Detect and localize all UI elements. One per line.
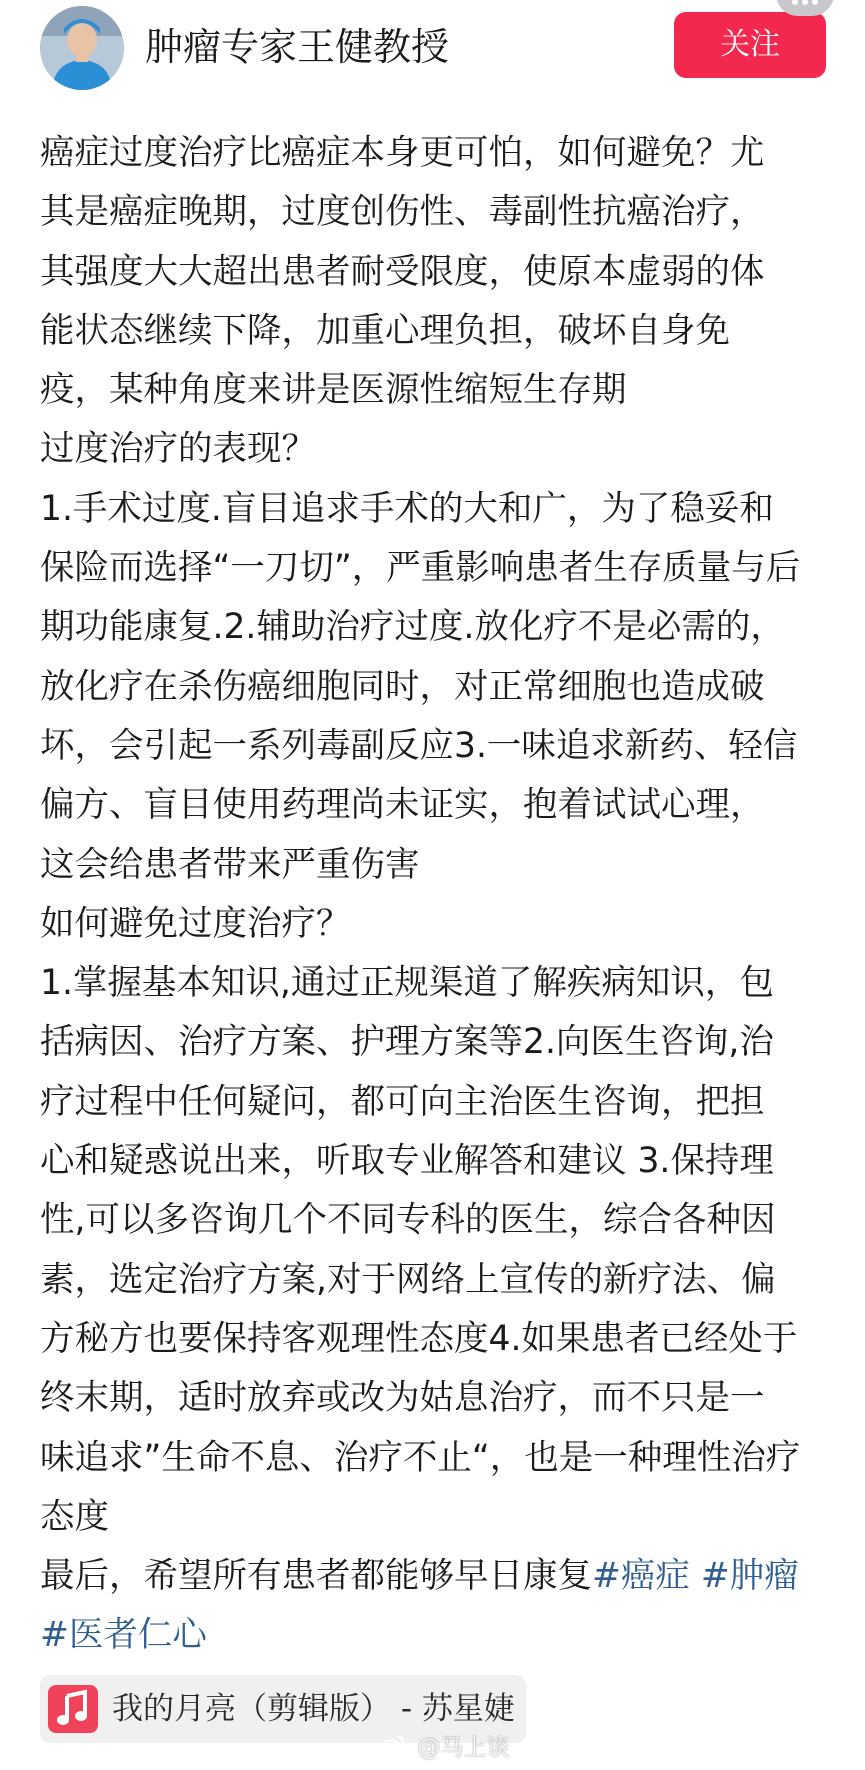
post-text-line: 癌症过度治疗比癌症本身更可怕，如何避免？尤 [40,133,765,173]
post-text-line: 素，选定治疗方案,对于网络上宣传的新疗法、偏 [40,1259,776,1300]
post-text-line: 偏方、盲目使用药理尚未证实，抱着试试心理， [40,785,765,826]
post-text-line: 疫，某种角度来讲是医源性缩短生存期 [40,370,627,411]
post-text-line: 终末期，适时放弃或改为姑息治疗，而不只是一 [40,1378,765,1419]
post-text-line: 这会给患者带来严重伤害 [40,844,420,885]
post-text-line: 疗过程中任何疑问，都可向主治医生咨询，把担 [40,1081,765,1122]
hashtag-tumor[interactable]: #肿瘤 [700,1556,799,1597]
post-text-line: 如何避免过度治疗？ [40,903,351,944]
author-name[interactable]: 肿瘤专家王健教授 [145,25,450,69]
watermark [380,1733,509,1764]
author-avatar[interactable] [40,6,124,90]
post-text-line: 其强度大大超出患者耐受限度，使原本虚弱的体 [40,251,765,292]
more-icon[interactable] [776,0,834,16]
watermark-text: @马上谈 [417,1735,510,1761]
post-text-line: 其是癌症晚期，过度创伤性、毒副性抗癌治疗， [40,192,765,233]
weibo-icon [380,1734,406,1764]
hashtag-doctor-heart[interactable]: #医者仁心 [40,1615,207,1656]
post-text-line: 味追求”生命不息、治疗不止“，也是一种理性治疗 [40,1437,801,1478]
post-text-line: 期功能康复.2.辅助治疗过度.放化疗不是必需的， [40,607,785,648]
closing-line [40,1547,840,1606]
post-text-line: 态度 [40,1496,109,1537]
post-text-line: 放化疗在杀伤癌细胞同时，对正常细胞也造成破 [40,666,765,707]
music-title: 我的月亮（剪辑版） - 苏星婕 [112,1691,515,1727]
post-text-line: 性,可以多咨询几个不同专科的医生，综合各种因 [40,1200,776,1241]
post-text-line: 方秘方也要保持客观理性态度4.如果患者已经处于 [40,1318,798,1359]
music-note-icon [48,1685,98,1733]
post-text-line: 1.掌握基本知识,通过正规渠道了解疾病知识，包 [40,963,774,1004]
post-text-line: 坏，会引起一系列毒副反应3.一味追求新药、轻信 [40,725,798,766]
post-text-line: 1.手术过度.盲目追求手术的大和广，为了稳妥和 [40,488,774,529]
avatar-image [40,6,124,90]
post-text-line: 心和疑惑说出来，听取专业解答和建议 3.保持理 [40,1141,774,1182]
post-body [40,124,840,1666]
post-text-line: 括病因、治疗方案、护理方案等2.向医生咨询,治 [40,1022,774,1063]
follow-button[interactable]: 关注 [674,12,826,78]
post-text-line: 过度治疗的表现？ [40,429,316,470]
post-text-line: 能状态继续下降，加重心理负担，破坏自身免 [40,310,730,351]
post-header [0,0,865,100]
hashtag-cancer[interactable]: #癌症 [592,1556,690,1597]
post-text-line: 保险而选择“一刀切”，严重影响患者生存质量与后 [40,548,801,589]
closing-text: 最后，希望所有患者都能够早日康复 [40,1556,592,1597]
hashtag-line [40,1606,840,1665]
